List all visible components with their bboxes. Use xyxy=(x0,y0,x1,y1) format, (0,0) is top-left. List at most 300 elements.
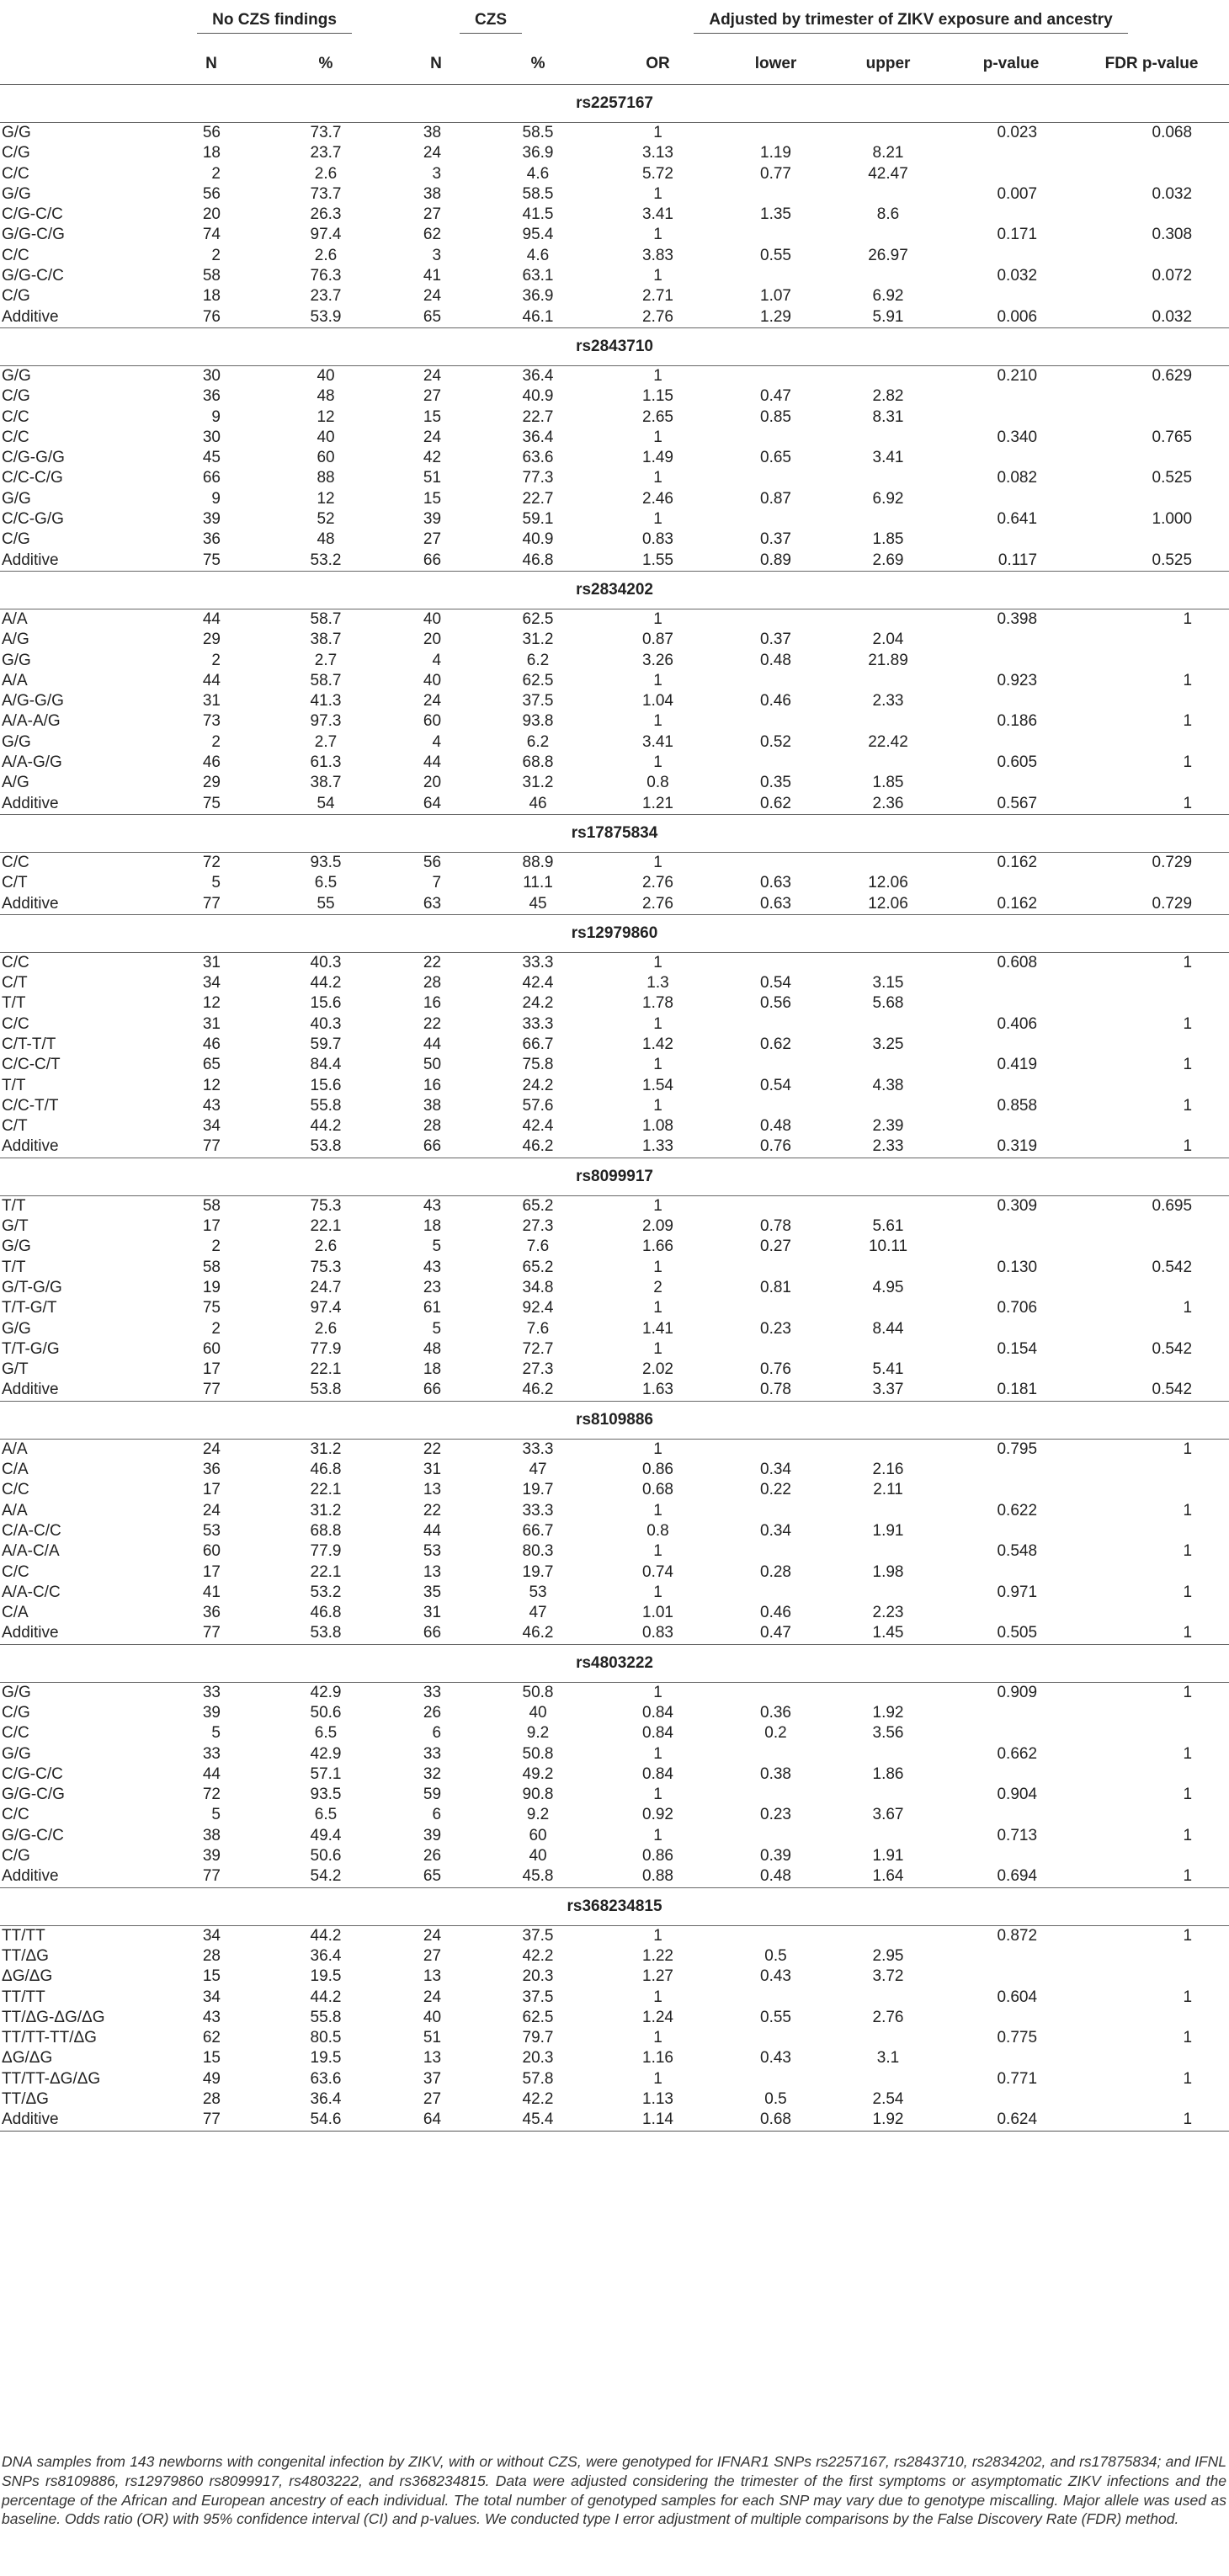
n-czs-cell: 18 xyxy=(423,1217,442,1236)
or-cell: 1 xyxy=(653,1988,662,2006)
table-row xyxy=(0,773,1229,793)
pct-czs-cell: 46.1 xyxy=(522,307,554,326)
pct-no-czs-cell: 97.4 xyxy=(310,226,342,244)
n-czs-cell: 13 xyxy=(423,1967,442,1986)
pct-no-czs-cell: 55 xyxy=(317,894,335,913)
ci-upper-cell: 1.92 xyxy=(872,1704,904,1722)
p-value-cell xyxy=(948,651,1074,671)
p-value-cell xyxy=(948,1319,1074,1339)
pct-no-czs-cell: 80.5 xyxy=(310,2029,342,2047)
or-cell: 1.33 xyxy=(642,1137,673,1156)
ci-lower-cell xyxy=(723,1055,828,1075)
p-value-cell xyxy=(948,489,1074,509)
pct-czs-cell: 88.9 xyxy=(522,853,554,871)
genotype-cell: C/C xyxy=(2,1481,29,1499)
p-value-cell: 0.006 xyxy=(997,307,1038,326)
snp-section xyxy=(0,814,1229,914)
fdr-p-value-cell: 0.729 xyxy=(1152,894,1193,913)
n-no-czs-cell: 17 xyxy=(202,1481,221,1499)
ci-lower-cell xyxy=(723,1014,828,1035)
ci-upper-cell: 1.91 xyxy=(872,1521,904,1540)
pct-czs-cell: 33.3 xyxy=(522,1501,554,1520)
header-col-or: OR xyxy=(593,44,723,85)
genotype-cell: A/A-A/G xyxy=(2,712,61,731)
n-no-czs-cell: 29 xyxy=(202,631,221,649)
or-cell: 1 xyxy=(653,2069,662,2088)
n-no-czs-cell: 2 xyxy=(211,651,221,669)
pct-no-czs-cell: 77.9 xyxy=(310,1339,342,1358)
pct-no-czs-cell: 53.2 xyxy=(310,551,342,569)
pct-no-czs-cell: 6.5 xyxy=(314,874,338,892)
ci-upper-cell: 3.37 xyxy=(872,1381,904,1399)
table-row xyxy=(0,1319,1229,1339)
p-value-cell: 0.904 xyxy=(997,1786,1038,1804)
ci-upper-cell: 2.76 xyxy=(872,2008,904,2026)
pct-no-czs-cell: 54.6 xyxy=(263,2110,389,2131)
fdr-p-value-cell: 1 xyxy=(1183,1137,1193,1156)
n-no-czs-cell: 38 xyxy=(202,1826,221,1844)
p-value-cell: 0.319 xyxy=(997,1137,1038,1156)
pct-czs-cell: 90.8 xyxy=(522,1786,554,1804)
ci-lower-cell: 0.81 xyxy=(760,1278,791,1296)
pct-czs-cell: 62.5 xyxy=(522,2008,554,2026)
table-row xyxy=(0,1014,1229,1035)
n-czs-cell: 13 xyxy=(423,1481,442,1499)
or-cell: 1 xyxy=(653,853,662,871)
n-czs-cell: 40 xyxy=(423,2008,442,2026)
or-cell: 1 xyxy=(653,712,662,731)
fdr-p-value-cell xyxy=(1074,732,1229,753)
genotype-cell: A/G xyxy=(2,774,29,792)
n-no-czs-cell: 19 xyxy=(202,1278,221,1296)
or-cell: 1.21 xyxy=(642,794,673,812)
ci-upper-cell xyxy=(828,1988,948,2008)
p-value-cell: 0.971 xyxy=(997,1583,1038,1601)
n-no-czs-cell: 36 xyxy=(202,387,221,406)
ci-lower-cell xyxy=(723,1501,828,1521)
genotype-cell: G/G xyxy=(2,1683,31,1701)
or-cell: 1 xyxy=(653,510,662,529)
genotype-cell: G/G xyxy=(2,651,31,669)
or-cell: 1.66 xyxy=(642,1237,673,1256)
genotype-cell: Additive xyxy=(2,1137,59,1156)
ci-lower-cell xyxy=(723,2028,828,2048)
n-czs-cell: 16 xyxy=(423,994,442,1013)
pct-czs-cell: 50.8 xyxy=(522,1683,554,1701)
or-cell: 1 xyxy=(653,1056,662,1074)
genotype-cell: TT/ΔG-ΔG/ΔG xyxy=(2,2008,105,2026)
snp-name: rs12979860 xyxy=(0,914,1229,952)
ci-lower-cell: 0.27 xyxy=(760,1237,791,1256)
genotype-cell: G/T xyxy=(2,1360,29,1379)
or-cell: 1 xyxy=(653,1826,662,1844)
pct-no-czs-cell: 40 xyxy=(317,428,335,446)
n-czs-cell: 20 xyxy=(423,774,442,792)
ci-upper-cell: 2.04 xyxy=(872,631,904,649)
genotype-cell: T/T xyxy=(2,1196,26,1215)
pct-no-czs-cell: 12 xyxy=(317,407,335,426)
ci-upper-cell: 2.36 xyxy=(872,794,904,812)
table-row xyxy=(0,1988,1229,2008)
fdr-p-value-cell xyxy=(1074,1216,1229,1237)
table-row xyxy=(0,1744,1229,1764)
n-no-czs-cell: 41 xyxy=(202,1583,221,1601)
n-czs-cell: 22 xyxy=(423,953,442,971)
pct-czs-cell: 40.9 xyxy=(522,387,554,406)
table-row xyxy=(0,873,1229,893)
ci-lower-cell: 0.55 xyxy=(760,2008,791,2026)
table-row xyxy=(0,1946,1229,1967)
p-value-cell xyxy=(948,1603,1074,1623)
ci-upper-cell xyxy=(828,753,948,773)
snp-section xyxy=(0,85,1229,328)
snp-name: rs8109886 xyxy=(0,1401,1229,1439)
n-no-czs-cell: 5 xyxy=(211,1724,221,1743)
ci-lower-cell: 0.35 xyxy=(760,774,791,792)
fdr-p-value-cell: 0.525 xyxy=(1152,469,1193,487)
p-value-cell xyxy=(948,1278,1074,1298)
ci-upper-cell xyxy=(828,428,948,448)
genotype-cell: C/A xyxy=(2,1461,29,1479)
pct-no-czs-cell: 60 xyxy=(317,449,335,467)
genotype-cell: A/A xyxy=(2,1440,28,1458)
n-no-czs-cell: 36 xyxy=(202,530,221,549)
pct-no-czs-cell: 55.8 xyxy=(310,2008,342,2026)
n-no-czs-cell: 5 xyxy=(211,874,221,892)
genotype-cell: C/C-G/G xyxy=(2,510,64,529)
pct-czs-cell: 34.8 xyxy=(522,1278,554,1296)
ci-upper-cell xyxy=(828,609,948,630)
ci-lower-cell xyxy=(723,671,828,691)
p-value-cell: 0.162 xyxy=(997,853,1038,871)
genotype-cell: C/C-C/G xyxy=(2,469,63,487)
fdr-p-value-cell xyxy=(1074,630,1229,650)
ci-lower-cell xyxy=(723,1988,828,2008)
p-value-cell: 0.909 xyxy=(997,1683,1038,1701)
ci-lower-cell xyxy=(723,1925,828,1946)
table-row xyxy=(0,1339,1229,1360)
n-czs-cell: 44 xyxy=(423,1521,442,1540)
fdr-p-value-cell: 0.068 xyxy=(1152,124,1193,141)
pct-czs-cell: 36.9 xyxy=(522,144,554,162)
p-value-cell: 0.210 xyxy=(997,366,1038,385)
n-no-czs-cell: 39 xyxy=(202,1704,221,1722)
table-row xyxy=(0,468,1229,488)
n-czs-cell: 31 xyxy=(423,1604,442,1622)
p-value-cell: 0.505 xyxy=(997,1624,1038,1642)
genotype-cell: T/T xyxy=(2,1258,26,1276)
ci-lower-cell xyxy=(723,1583,828,1603)
or-cell: 0.83 xyxy=(642,1624,673,1642)
ci-lower-cell xyxy=(723,609,828,630)
genotype-cell: C/C xyxy=(2,428,29,446)
fdr-p-value-cell xyxy=(1074,1360,1229,1380)
ci-lower-cell xyxy=(723,1298,828,1318)
table-row xyxy=(0,2028,1229,2048)
fdr-p-value-cell: 1 xyxy=(1183,1440,1193,1458)
genotype-cell: C/T xyxy=(2,874,28,892)
pct-no-czs-cell: 22.1 xyxy=(310,1217,342,1236)
n-no-czs-cell: 5 xyxy=(211,1806,221,1824)
table-row xyxy=(0,852,1229,873)
pct-czs-cell: 31.2 xyxy=(522,631,554,649)
p-value-cell xyxy=(948,773,1074,793)
ci-lower-cell: 0.47 xyxy=(760,1624,791,1642)
pct-no-czs-cell: 15.6 xyxy=(310,1076,342,1094)
pct-czs-cell: 57.6 xyxy=(522,1096,554,1115)
ci-lower-cell: 0.46 xyxy=(760,692,791,711)
ci-lower-cell: 0.76 xyxy=(760,1360,791,1379)
table-row xyxy=(0,1055,1229,1075)
pct-no-czs-cell: 54.2 xyxy=(310,1867,342,1886)
fdr-p-value-cell xyxy=(1074,2008,1229,2028)
n-no-czs-cell: 12 xyxy=(202,994,221,1013)
pct-czs-cell: 47 xyxy=(529,1604,547,1622)
p-value-cell: 0.624 xyxy=(948,2110,1074,2131)
pct-czs-cell: 4.6 xyxy=(526,164,550,183)
table-row xyxy=(0,246,1229,266)
genotype-cell: G/G-C/G xyxy=(2,1786,65,1804)
fdr-p-value-cell: 0.729 xyxy=(1152,853,1193,871)
n-czs-cell: 24 xyxy=(423,144,442,162)
ci-lower-cell: 1.07 xyxy=(760,287,791,306)
pct-czs-cell: 42.2 xyxy=(522,2090,554,2109)
n-no-czs-cell: 30 xyxy=(202,428,221,446)
n-no-czs-cell: 43 xyxy=(202,1096,221,1115)
n-no-czs-cell: 33 xyxy=(202,1744,221,1763)
n-czs-cell: 53 xyxy=(423,1542,442,1561)
pct-czs-cell: 33.3 xyxy=(522,1440,554,1458)
fdr-p-value-cell xyxy=(1074,873,1229,893)
table-row xyxy=(0,711,1229,732)
pct-no-czs-cell: 75.3 xyxy=(310,1196,342,1215)
p-value-cell xyxy=(948,2008,1074,2028)
pct-no-czs-cell: 84.4 xyxy=(310,1056,342,1074)
fdr-p-value-cell: 1 xyxy=(1183,1056,1193,1074)
pct-no-czs-cell: 53.8 xyxy=(310,1381,342,1399)
pct-czs-cell: 63.1 xyxy=(522,267,554,285)
or-cell: 1 xyxy=(653,671,662,689)
ci-upper-cell: 5.68 xyxy=(872,994,904,1013)
genotype-cell: ΔG/ΔG xyxy=(2,2049,53,2068)
table-row xyxy=(0,1076,1229,1096)
ci-upper-cell xyxy=(828,365,948,386)
pct-czs-cell: 11.1 xyxy=(523,874,553,892)
n-no-czs-cell: 53 xyxy=(202,1521,221,1540)
fdr-p-value-cell: 1 xyxy=(1183,1926,1193,1945)
n-no-czs-cell: 34 xyxy=(202,974,221,993)
ci-lower-cell: 0.5 xyxy=(764,2090,787,2109)
pct-no-czs-cell: 40 xyxy=(317,366,335,385)
genotype-cell: C/C xyxy=(2,407,29,426)
ci-lower-cell: 0.48 xyxy=(760,1117,791,1136)
pct-czs-cell: 9.2 xyxy=(526,1724,550,1743)
pct-no-czs-cell: 63.6 xyxy=(310,2069,342,2088)
table-row xyxy=(0,1298,1229,1318)
ci-lower-cell: 0.22 xyxy=(760,1481,791,1499)
n-czs-cell: 5 xyxy=(432,1319,442,1338)
fdr-p-value-cell xyxy=(1074,1480,1229,1500)
header-col-n1: N xyxy=(160,44,263,85)
ci-upper-cell xyxy=(828,2028,948,2048)
fdr-p-value-cell xyxy=(1074,1703,1229,1723)
ci-lower-cell: 0.62 xyxy=(760,1035,791,1053)
p-value-cell: 0.023 xyxy=(997,124,1038,141)
p-value-cell: 0.007 xyxy=(997,184,1038,203)
fdr-p-value-cell xyxy=(1074,448,1229,468)
n-czs-cell: 63 xyxy=(423,894,442,913)
ci-upper-cell xyxy=(828,468,948,488)
fdr-p-value-cell: 1 xyxy=(1183,1744,1193,1763)
p-value-cell: 0.567 xyxy=(997,794,1038,812)
p-value-cell: 0.162 xyxy=(997,894,1038,913)
n-czs-cell: 27 xyxy=(423,1946,442,1965)
ci-upper-cell: 2.54 xyxy=(872,2090,904,2109)
ci-upper-cell xyxy=(828,2069,948,2089)
p-value-cell: 0.340 xyxy=(997,428,1038,446)
header-col-n2: N xyxy=(389,44,483,85)
n-no-czs-cell: 73 xyxy=(202,712,221,731)
pct-no-czs-cell: 93.5 xyxy=(310,853,342,871)
or-cell: 1.13 xyxy=(642,2090,673,2109)
ci-upper-cell xyxy=(828,1014,948,1035)
pct-no-czs-cell: 31.2 xyxy=(310,1501,342,1520)
ci-lower-cell xyxy=(723,753,828,773)
or-cell: 1 xyxy=(653,2029,662,2047)
p-value-cell: 0.309 xyxy=(997,1196,1038,1215)
ci-upper-cell xyxy=(828,1298,948,1318)
ci-lower-cell: 0.23 xyxy=(760,1319,791,1338)
or-cell: 3.26 xyxy=(642,651,673,669)
p-value-cell: 0.771 xyxy=(997,2069,1038,2088)
fdr-p-value-cell xyxy=(1074,286,1229,306)
pct-czs-cell: 41.5 xyxy=(522,205,554,224)
ci-upper-cell: 4.95 xyxy=(872,1278,904,1296)
n-czs-cell: 66 xyxy=(423,1381,442,1399)
n-no-czs-cell: 31 xyxy=(202,953,221,971)
ci-lower-cell: 0.39 xyxy=(760,1847,791,1865)
ci-lower-cell: 0.56 xyxy=(760,994,791,1013)
pct-no-czs-cell: 55.8 xyxy=(310,1096,342,1115)
fdr-p-value-cell: 1 xyxy=(1183,2029,1193,2047)
fdr-p-value-cell: 0.542 xyxy=(1152,1381,1193,1399)
n-no-czs-cell: 58 xyxy=(202,1258,221,1276)
pct-czs-cell: 33.3 xyxy=(522,1014,554,1033)
ci-lower-cell: 0.89 xyxy=(760,551,791,569)
n-no-czs-cell: 36 xyxy=(202,1461,221,1479)
fdr-p-value-cell xyxy=(1074,205,1229,225)
ci-upper-cell: 3.15 xyxy=(872,974,904,993)
fdr-p-value-cell: 1 xyxy=(1183,1867,1193,1886)
fdr-p-value-cell xyxy=(1074,1764,1229,1785)
ci-lower-cell: 0.55 xyxy=(760,246,791,264)
pct-czs-cell: 19.7 xyxy=(522,1481,554,1499)
n-no-czs-cell: 77 xyxy=(202,894,221,913)
n-czs-cell: 62 xyxy=(423,226,442,244)
genotype-cell: Additive xyxy=(2,1867,59,1886)
pct-no-czs-cell: 77.9 xyxy=(310,1542,342,1561)
or-cell: 1.04 xyxy=(642,692,673,711)
table-row xyxy=(0,973,1229,993)
pct-czs-cell: 68.8 xyxy=(522,753,554,772)
pct-no-czs-cell: 50.6 xyxy=(310,1704,342,1722)
n-czs-cell: 4 xyxy=(432,732,442,751)
table-row xyxy=(0,2008,1229,2028)
genotype-cell: G/G-C/C xyxy=(2,1826,64,1844)
genotype-cell: C/C xyxy=(2,246,29,264)
n-czs-cell: 51 xyxy=(423,2029,442,2047)
ci-lower-cell: 0.34 xyxy=(760,1461,791,1479)
table-row xyxy=(0,2089,1229,2110)
n-czs-cell: 22 xyxy=(423,1014,442,1033)
pct-no-czs-cell: 48 xyxy=(317,387,335,406)
genotype-cell: A/G-G/G xyxy=(2,692,64,711)
genotype-cell: A/A xyxy=(2,1501,28,1520)
pct-no-czs-cell: 24.7 xyxy=(310,1278,342,1296)
p-value-cell: 0.694 xyxy=(997,1867,1038,1886)
pct-czs-cell: 62.5 xyxy=(522,671,554,689)
or-cell: 3.41 xyxy=(642,732,673,751)
n-no-czs-cell: 77 xyxy=(202,1867,221,1886)
table-row xyxy=(0,794,1229,815)
n-no-czs-cell: 24 xyxy=(202,1440,221,1458)
n-no-czs-cell: 75 xyxy=(202,794,221,812)
n-no-czs-cell: 9 xyxy=(211,407,221,426)
genotype-cell: A/A-C/C xyxy=(2,1583,61,1601)
pct-no-czs-cell: 12 xyxy=(317,489,335,508)
or-cell: 3.13 xyxy=(642,144,673,162)
pct-czs-cell: 62.5 xyxy=(522,609,554,628)
ci-upper-cell: 2.82 xyxy=(872,387,904,406)
ci-lower-cell: 0.52 xyxy=(760,732,791,751)
n-czs-cell: 13 xyxy=(423,1562,442,1581)
genotype-cell: Additive xyxy=(0,2110,160,2131)
pct-czs-cell: 7.6 xyxy=(526,1319,550,1338)
pct-czs-cell: 77.3 xyxy=(522,469,554,487)
table-row xyxy=(0,164,1229,184)
n-czs-cell: 60 xyxy=(423,712,442,731)
fdr-p-value-cell: 1 xyxy=(1183,1501,1193,1520)
table-row xyxy=(0,2110,1229,2131)
pct-czs-cell: 53 xyxy=(529,1583,547,1601)
ci-upper-cell: 3.56 xyxy=(872,1724,904,1743)
n-czs-cell: 50 xyxy=(423,1056,442,1074)
header-group-adjusted: Adjusted by trimester of ZIKV exposure and ancestry xyxy=(593,0,1229,44)
n-no-czs-cell: 46 xyxy=(202,1035,221,1053)
ci-upper-cell: 42.47 xyxy=(868,164,908,183)
header-group-no-czs: No CZS findings xyxy=(160,0,389,44)
n-czs-cell: 56 xyxy=(423,853,442,871)
ci-lower-cell: 0.37 xyxy=(760,530,791,549)
or-cell: 0.86 xyxy=(642,1461,673,1479)
n-no-czs-cell: 2 xyxy=(211,732,221,751)
pct-czs-cell: 40 xyxy=(529,1847,547,1865)
ci-lower-cell: 0.37 xyxy=(760,631,791,649)
ci-lower-cell: 0.47 xyxy=(760,387,791,406)
fdr-p-value-cell xyxy=(1074,651,1229,671)
ci-upper-cell xyxy=(828,1744,948,1764)
ci-upper-cell: 1.92 xyxy=(828,2110,948,2131)
p-value-cell xyxy=(948,1237,1074,1257)
ci-lower-cell xyxy=(723,1339,828,1360)
n-no-czs-cell: 72 xyxy=(202,853,221,871)
pct-czs-cell: 59.1 xyxy=(522,510,554,529)
n-no-czs-cell: 65 xyxy=(202,1056,221,1074)
n-no-czs-cell: 58 xyxy=(202,267,221,285)
n-czs-cell: 38 xyxy=(423,184,442,203)
fdr-p-value-cell xyxy=(1074,1116,1229,1136)
snp-section-header xyxy=(0,327,1229,365)
